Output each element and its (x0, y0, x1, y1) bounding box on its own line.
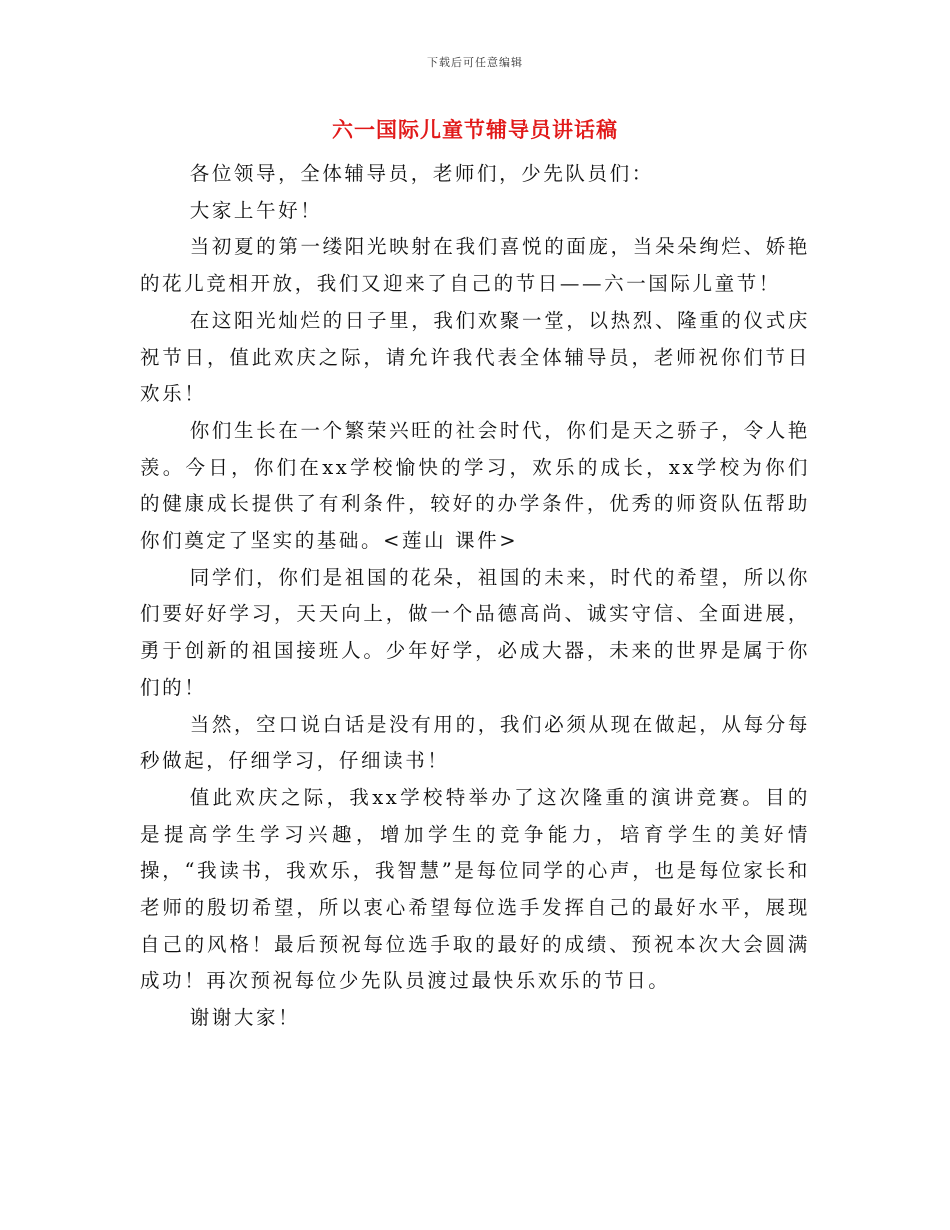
paragraph-greeting: 各位领导，全体辅导员，老师们，少先队员们： (189, 162, 654, 185)
paragraph-good-morning: 大家上午好！ (189, 198, 323, 222)
document-body (140, 156, 810, 1037)
paragraph-early-summer: 当初夏的第一缕阳光映射在我们喜悦的面庞，当朵朵绚烂、娇艳的花儿竞相开放，我们又迎来了自己的节日——六一国际儿童节！ (140, 235, 810, 296)
paragraph-era: 你们生长在一个繁荣兴旺的社会时代，你们是天之骄子，令人艳羡。今日，你们在xx学校愉快的学习，欢乐的成长，xx学校为你们的健康成长提供了有利条件，较好的办学条件，优秀的师资队伍帮助你们奠定了坚实的基础。<莲山 课件> (140, 418, 810, 553)
paragraph-action: 当然，空口说白话是没有用的，我们必须从现在做起，从每分每秒做起，仔细学习，仔细读书！ (140, 712, 810, 773)
paragraph-celebration: 在这阳光灿烂的日子里，我们欢聚一堂，以热烈、隆重的仪式庆祝节日，值此欢庆之际，请允许我代表全体辅导员，老师祝你们节日欢乐！ (140, 308, 810, 406)
header-note: 下载后可任意编辑 (427, 56, 523, 69)
paragraph-thanks: 谢谢大家！ (189, 1006, 301, 1030)
document-title: 六一国际儿童节辅导员讲话稿 (332, 118, 618, 142)
paragraph-competition: 值此欢庆之际，我xx学校特举办了这次隆重的演讲竞赛。目的是提高学生学习兴趣，增加学生的竞争能力，培育学生的美好情操，“我读书，我欢乐，我智慧”是每位同学的心声，也是每位家长和老师的殷切希望，所以衷心希望每位选手发挥自己的最好水平，展现自己的风格！最后预祝每位选手取的最好的成绩、预祝本次大会圆满成功！再次预祝每位少先队员渡过最快乐欢乐的节日。 (140, 785, 810, 993)
paragraph-students: 同学们，你们是祖国的花朵，祖国的未来，时代的希望，所以你们要好好学习，天天向上，做一个品德高尚、诚实守信、全面进展，勇于创新的祖国接班人。少年好学，必成大器，未来的世界是属于你们的！ (140, 565, 810, 699)
